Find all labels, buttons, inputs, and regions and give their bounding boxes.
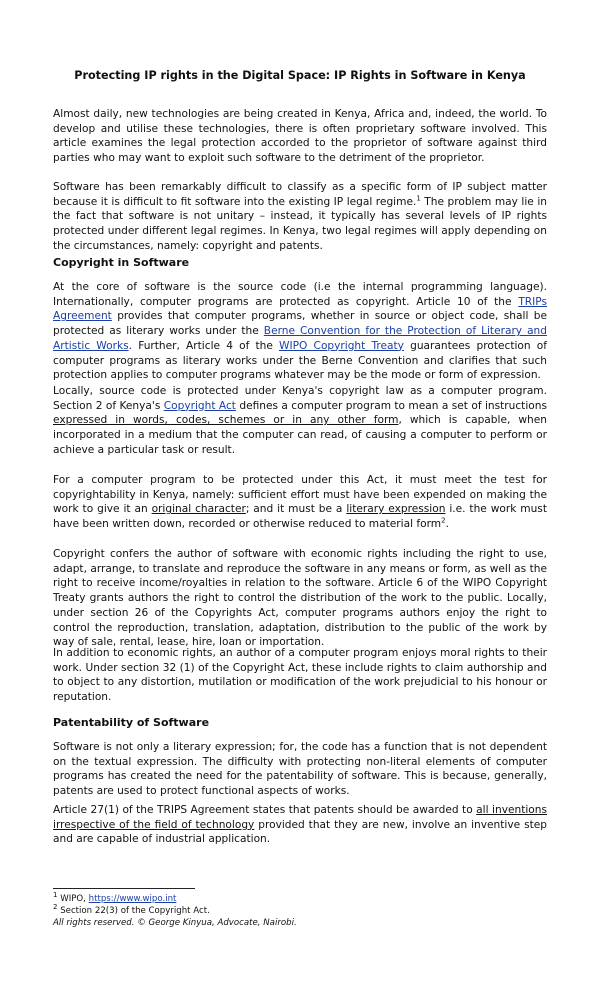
- footnote-1: $^1$ WIPO, https://www.wipo.int: [53, 891, 177, 904]
- moral-rights-paragraph: In addition to economic rights, an author of a computer program enjoys moral rights to their work. Under section 32 (1) of the Copyright Act, these include rights to claim authorship and to object to any distortion, mutilation or modification of the work prejudicial to his honour or reputation.: [53, 647, 547, 704]
- patentability-paragraph: Software is not only a literary expression; for, the code has a function that is not dependent on the textual expression. The difficulty with protecting non-literal elements of computer programs has created the need for the patentability of software. This is because, generally, patents are used to protect functional aspects of works.: [53, 741, 547, 798]
- footnote-2: $^2$ Section 22(3) of the Copyright Act.: [53, 903, 210, 916]
- intro-paragraph: Almost daily, new technologies are being created in Kenya, Africa and, indeed, the world. To develop and utilise these technologies, there is often proprietary software involved. This article examines the legal protection accorded to the proprietor of software against third parties who may want to exploit such software to the detriment of the proprietor.: [53, 108, 547, 165]
- local-protection-paragraph: Locally, source code is protected under Kenya's copyright law as a computer program. Section 2 of Kenya's Copyright Act defines a computer program to mean a set of instructions expressed in words, codes, schemes or in any other form, which is capable, when incorporated in a medium that the computer can read, of causing a computer to perform or achieve a particular task or result.: [53, 385, 547, 456]
- trips-agreement-link[interactable]: TRIPs Agreement: [53, 295, 547, 323]
- trips-article-paragraph: Article 27(1) of the TRIPS Agreement states that patents should be awarded to all inventions irrespective of the field of technology provided that they are new, involve an inventive step and are capable of industrial application.: [53, 804, 548, 846]
- wipo-website-link[interactable]: https://www.wipo.int: [88, 894, 177, 904]
- footnote-ref-1[interactable]: 1: [416, 194, 421, 203]
- document-title: Protecting IP rights in the Digital Space: IP Rights in Software in Kenya: [74, 69, 526, 82]
- economic-rights-paragraph: Copyright confers the author of software with economic rights including the right to use, adapt, arrange, to translate and reproduce the software in any means or form, as well as the right to receive income/royalties in relation to the software. Article 6 of the WIPO Copyright Treaty grants authors the right to control the distribution of the work to the public. Locally, under section 26 of the Copyrights Act, computer programs authors enjoy the right to control the reproduction, translation, adaptation, distribution to the public of the work by way of sale, rental, lease, hire, loan or importation.: [53, 548, 547, 649]
- copyright-core-paragraph: At the core of software is the source code (i.e the internal programming language). Internationally, computer programs are protected as copyright. Article 10 of the TRIPs Agreement provides that computer programs, whether in source or object code, shall be protected as literary works under the Berne Convention for the Protection of Literary and Artistic Works. Further, Article 4 of the WIPO Copyright Treaty guarantees protection of computer programs as literary works under the Berne Convention and clarifies that such protection applies to computer programs whatever may be the mode or form of expression.: [53, 281, 547, 382]
- rights-notice: All rights reserved. © George Kinyua, Advocate, Nairobi.: [53, 918, 297, 928]
- footnote-ref-2[interactable]: 2: [441, 516, 446, 525]
- copyrightability-test-paragraph: For a computer program to be protected under this Act, it must meet the test for copyrightability in Kenya, namely: sufficient effort must have been expended on making the work to give it an original character; and it must be a literary expression i.e. the work must have been written down, recorded or otherwise reduced to material form$^2$.: [53, 474, 547, 531]
- berne-convention-link[interactable]: Berne Convention for the Protection of Literary and Artistic Works: [53, 325, 547, 352]
- copyright-act-link[interactable]: Copyright Act: [163, 399, 236, 412]
- wipo-copyright-treaty-link[interactable]: WIPO Copyright Treaty: [279, 339, 404, 352]
- footnote-divider: [53, 888, 195, 889]
- heading-patentability-of-software: Patentability of Software: [53, 716, 210, 729]
- classification-paragraph: Software has been remarkably difficult to classify as a specific form of IP subject matter because it is difficult to fit software into the existing IP legal regime.$^1$ The problem may lie in the fact that software is not unitary – instead, it typically has several levels of IP rights protected under different legal regimes. In Kenya, two legal regimes will apply depending on the circumstances, namely: copyright and patents.: [53, 181, 547, 252]
- heading-copyright-in-software: Copyright in Software: [53, 256, 190, 269]
